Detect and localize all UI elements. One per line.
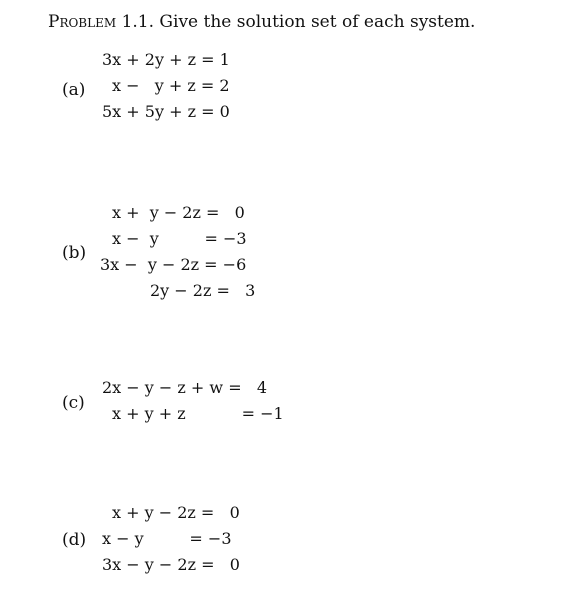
system-a-eq1: 3x + 2y + z = 1: [102, 50, 230, 69]
system-c-eq1: 2x − y − z + w = 4: [102, 378, 268, 397]
problem-title: [48, 12, 475, 32]
system-c-eq2: x + y + z = −1: [112, 404, 284, 423]
problem-heading: Problem: [48, 12, 117, 32]
system-d-eq1: x + y − 2z = 0: [112, 503, 240, 522]
system-a-eq3: 5x + 5y + z = 0: [102, 102, 230, 121]
system-d-eq2: x − y = −3: [102, 529, 232, 548]
system-b-eq4: 2y − 2z = 3: [150, 281, 256, 300]
problem-number: 1.1.: [121, 12, 155, 32]
system-d-label: (d): [62, 530, 87, 550]
system-c-label: (c): [62, 393, 85, 413]
system-a-label: (a): [62, 80, 86, 100]
system-d-eq3: 3x − y − 2z = 0: [102, 555, 240, 574]
system-b-eq2: x − y = −3: [112, 229, 247, 248]
system-b-eq3: 3x − y − 2z = −6: [100, 255, 247, 274]
system-b-eq1: x + y − 2z = 0: [112, 203, 245, 222]
problem-text: Give the solution set of each system.: [159, 12, 476, 32]
system-b-label: (b): [62, 243, 87, 263]
system-a-eq2: x − y + z = 2: [112, 76, 230, 95]
